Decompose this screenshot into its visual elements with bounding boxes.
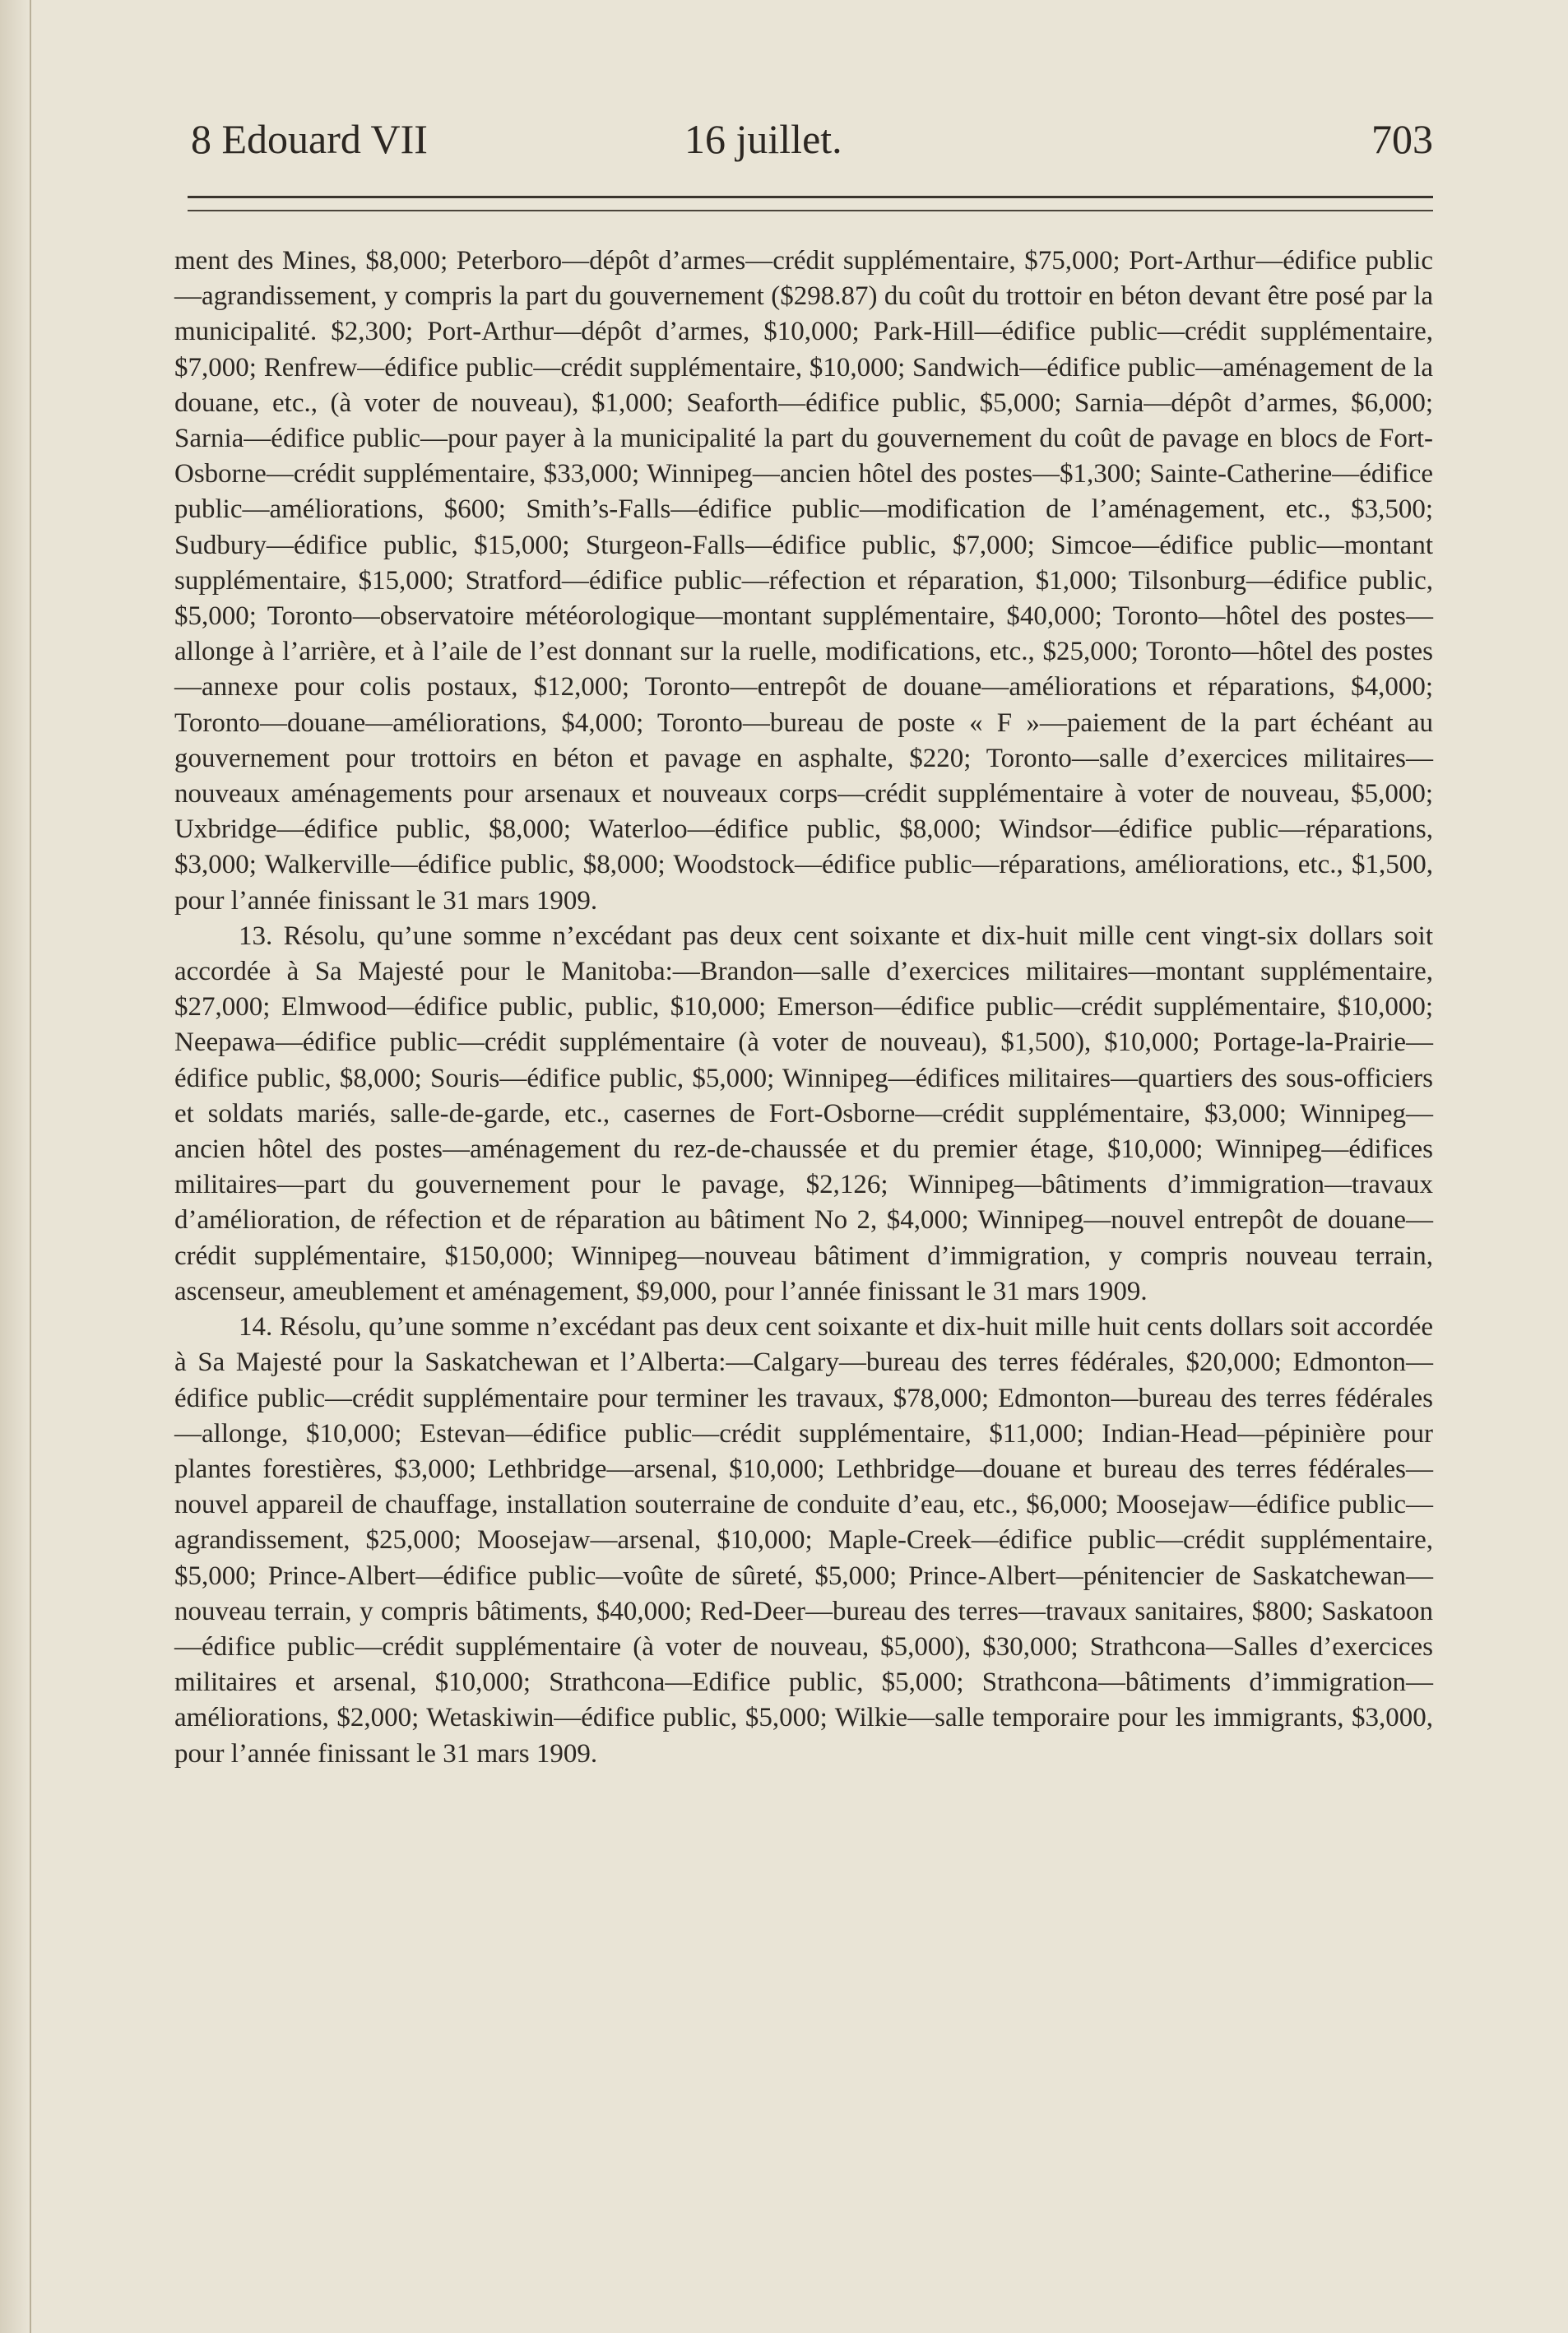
paragraph-resolution-13: 13. Résolu, qu’une somme n’excédant pas deux cent soixante et dix-huit mille cent vingt-six dollars soit accordée à Sa Majesté pour le Manitoba:—Brandon—salle d’exercices militaires—montant supplémentaire, $27,000; Elmwood—édifice public, public, $10,000; Emerson—édifice public—crédit supplémentaire, $10,000; Neepawa—édifice public—crédit supplémentaire (à voter de nouveau), $1,500), $10,000; Portage-la-Prairie—édifice public, $8,000; Souris—édifice public, $5,000; Winnipeg—édifices militaires—quartiers des sous-officiers et soldats mariés, salle-de-garde, etc., casernes de Fort-Osborne—crédit supplémentaire, $3,000; Winnipeg—ancien hôtel des postes—aménagement du rez-de-chaussée et du premier étage, $10,000; Winnipeg—édifices militaires—part du gouvernement pour le pavage, $2,126; Winnipeg—bâtiments d’immigration—travaux d’amélioration, de réfection et de réparation au bâtiment No 2, $4,000; Winnipeg—nouvel entrepôt de douane—crédit supplémentaire, $150,000; Winnipeg—nouveau bâtiment d’immigration, y compris nouveau terrain, ascenseur, ameublement et aménagement, $9,000, pour l’année finissant le 31 mars 1909. (174, 921, 1433, 1306)
header-rule-thick (188, 196, 1433, 198)
page-number: 703 (1371, 116, 1433, 162)
running-header (191, 115, 1433, 173)
page-spine-shadow (0, 0, 31, 2333)
body-text (174, 244, 1433, 1772)
header-rule-thin (188, 210, 1433, 211)
paragraph-resolution-14: 14. Résolu, qu’une somme n’excédant pas deux cent soixante et dix-huit mille huit cents dollars soit accordée à Sa Majesté pour la Saskatchewan et l’Alberta:—Calgary—bureau des terres fédérales, $20,000; Edmonton—édifice public—crédit supplémentaire pour terminer les travaux, $78,000; Edmonton—bureau des terres fédérales—allonge, $10,000; Estevan—édifice public—crédit supplémentaire, $11,000; Indian-Head—pépinière pour plantes forestières, $3,000; Lethbridge—arsenal, $10,000; Lethbridge—douane et bureau des terres fédérales—nouvel appareil de chauffage, installation souterraine de conduite d’eau, etc., $6,000; Moosejaw—édifice public—agrandissement, $25,000; Moosejaw—arsenal, $10,000; Maple-Creek—édifice public—crédit supplémentaire, $5,000; Prince-Albert—édifice public—voûte de sûreté, $5,000; Prince-Albert—pénitencier de Saskatchewan—nouveau terrain, y compris bâtiments, $40,000; Red-Deer—bureau des terres—travaux sanitaires, $800; Saskatoon—édifice public—crédit supplémentaire (à voter de nouveau, $5,000), $30,000; Strathcona—Salles d’exercices militaires et arsenal, $10,000; Strathcona—Edifice public, $5,000; Strathcona—bâtiments d’immigration—améliorations, $2,000; Wetaskiwin—édifice public, $5,000; Wilkie—salle temporaire pour les immigrants, $3,000, pour l’année finissant le 31 mars 1909. (174, 1312, 1433, 1769)
paragraph-continued: ment des Mines, $8,000; Peterboro—dépôt d’armes—crédit supplémentaire, $75,000; Port-Arthur—édifice public—agrandissement, y compris la part du gouvernement ($298.87) du coût du trottoir en béton devant être posé par la municipalité. $2,300; Port-Arthur—dépôt d’armes, $10,000; Park-Hill—édifice public—crédit supplémentaire, $7,000; Renfrew—édifice public—crédit supplémentaire, $10,000; Sandwich—édifice public—aménagement de la douane, etc., (à voter de nouveau), $1,000; Seaforth—édifice public, $5,000; Sarnia—dépôt d’armes, $6,000; Sarnia—édifice public—pour payer à la municipalité la part du gouvernement du coût de pavage en blocs de Fort-Osborne—crédit supplémentaire, $33,000; Winnipeg—ancien hôtel des postes—$1,300; Sainte-Catherine—édifice public—améliorations, $600; Smith’s-Falls—édifice public—modification de l’aménagement, etc., $3,500; Sudbury—édifice public, $15,000; Sturgeon-Falls—édifice public, $7,000; Simcoe—édifice public—montant supplémentaire, $15,000; Stratford—édifice public—réfection et réparation, $1,000; Tilsonburg—édifice public, $5,000; Toronto—observatoire météorologique—montant supplémentaire, $40,000; Toronto—hôtel des postes—allonge à l’arrière, et à l’aile de l’est donnant sur la ruelle, modifications, etc., $25,000; Toronto—hôtel des postes—annexe pour colis postaux, $12,000; Toronto—entrepôt de douane—améliorations et réparations, $4,000; Toronto—douane—améliorations, $4,000; Toronto—bureau de poste « F »—paiement de la part échéant au gouvernement pour trottoirs en béton et pavage en asphalte, $220; Toronto—salle d’exercices militaires—nouveaux aménagements pour arsenaux et nouveaux corps—crédit supplémentaire à voter de nouveau, $5,000; Uxbridge—édifice public, $8,000; Waterloo—édifice public, $8,000; Windsor—édifice public—réparations, $3,000; Walkerville—édifice public, $8,000; Woodstock—édifice public—réparations, améliorations, etc., $1,500, pour l’année finissant le 31 mars 1909. (174, 246, 1433, 916)
header-regnal-year: 8 Edouard VII (191, 116, 428, 162)
header-date: 16 juillet. (684, 116, 842, 162)
